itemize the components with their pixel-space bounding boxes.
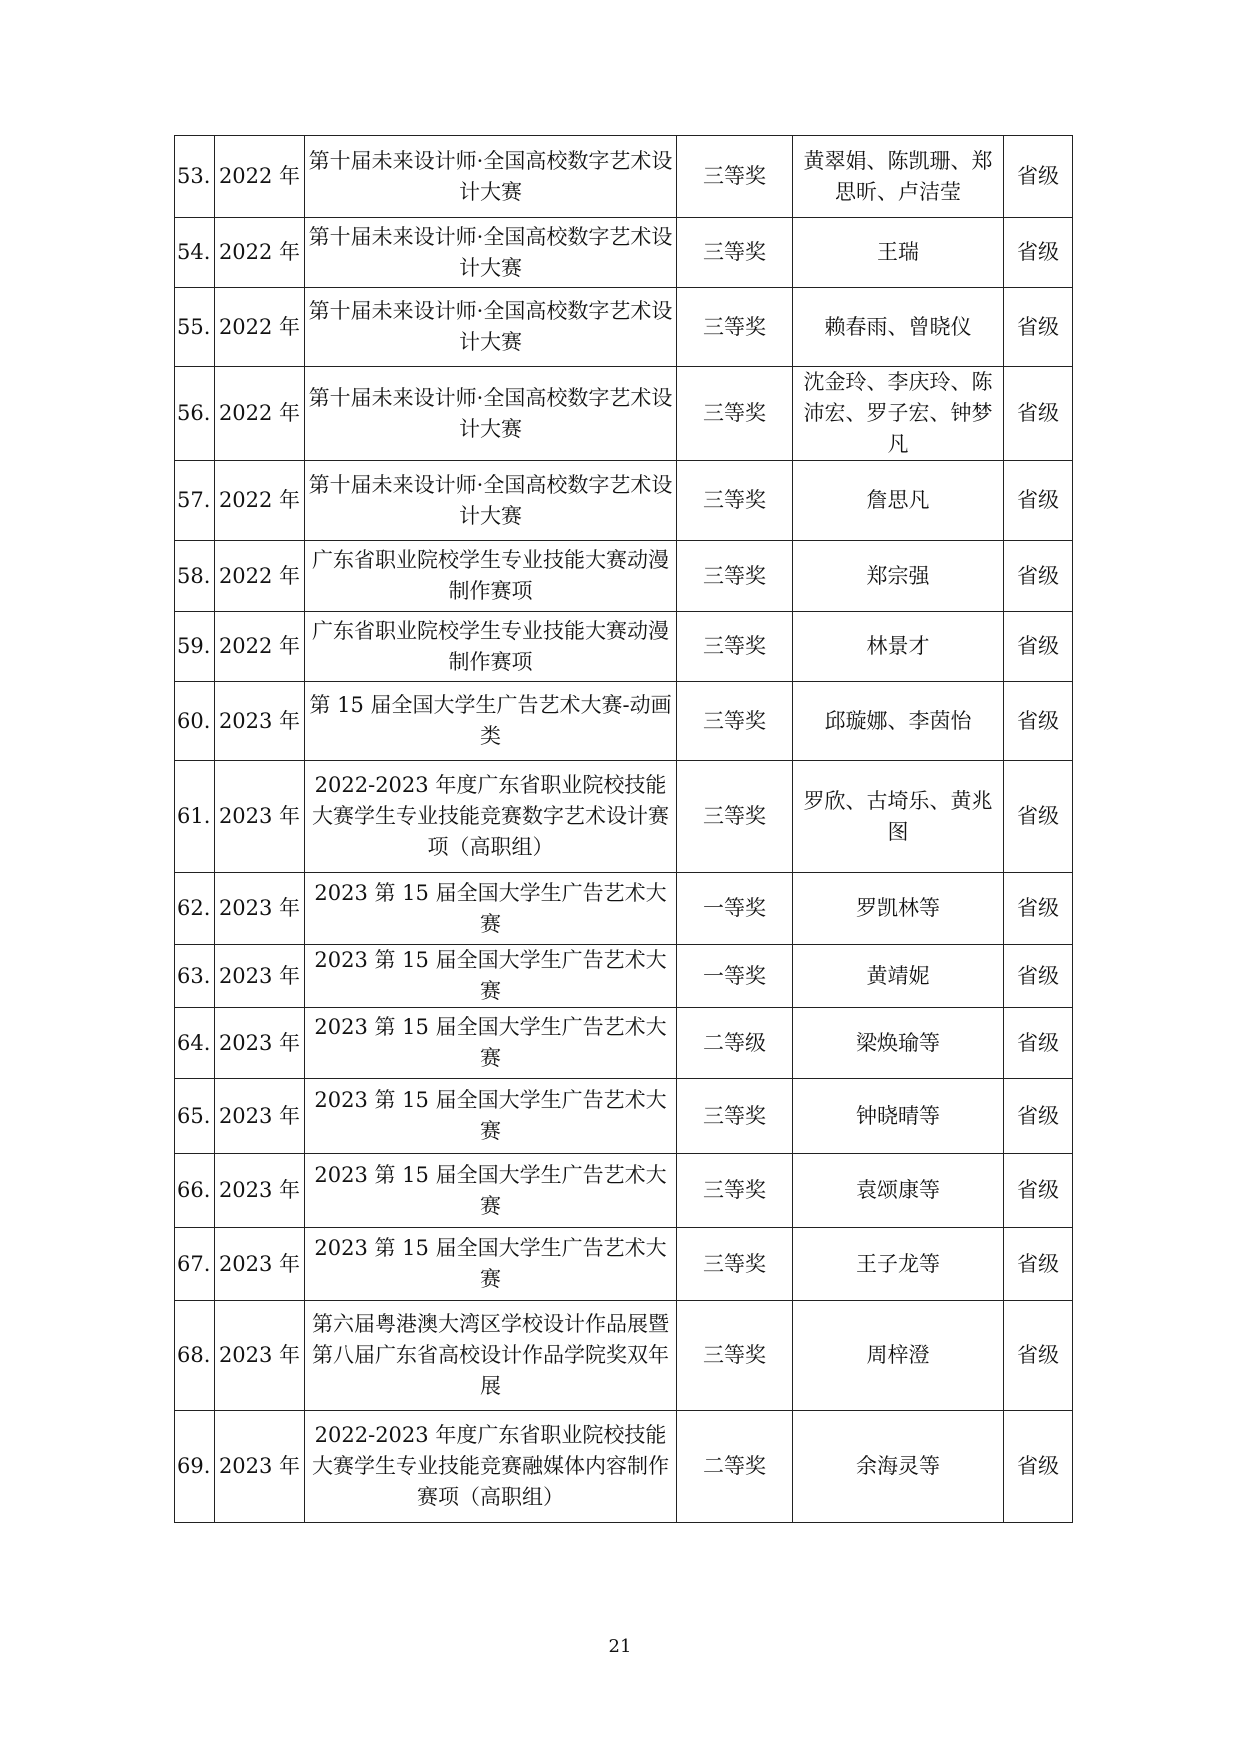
row-year: 2022 年 — [215, 541, 305, 612]
row-year: 2022 年 — [215, 136, 305, 218]
row-competition: 广东省职业院校学生专业技能大赛动漫制作赛项 — [305, 541, 677, 612]
row-winners: 王瑞 — [793, 218, 1004, 288]
row-level: 省级 — [1004, 1008, 1073, 1079]
row-winners: 沈金玲、李庆玲、陈沛宏、罗子宏、钟梦凡 — [793, 367, 1004, 461]
table-row — [175, 541, 1073, 612]
row-level: 省级 — [1004, 1079, 1073, 1154]
row-index: 55. — [175, 288, 215, 367]
row-competition: 第十届未来设计师·全国高校数字艺术设计大赛 — [305, 461, 677, 541]
row-competition: 2023 第 15 届全国大学生广告艺术大赛 — [305, 1154, 677, 1228]
row-level: 省级 — [1004, 1228, 1073, 1301]
row-competition: 2023 第 15 届全国大学生广告艺术大赛 — [305, 1008, 677, 1079]
row-winners: 罗欣、古埼乐、黄兆图 — [793, 761, 1004, 873]
row-winners: 邱璇娜、李茵怡 — [793, 682, 1004, 761]
row-index: 56. — [175, 367, 215, 461]
row-level: 省级 — [1004, 367, 1073, 461]
row-winners: 余海灵等 — [793, 1411, 1004, 1523]
awards-table-body — [175, 136, 1073, 1523]
row-index: 68. — [175, 1301, 215, 1411]
table-row — [175, 218, 1073, 288]
table-row — [175, 1008, 1073, 1079]
row-index: 67. — [175, 1228, 215, 1301]
table-row — [175, 1411, 1073, 1523]
row-winners: 梁焕瑜等 — [793, 1008, 1004, 1079]
row-level: 省级 — [1004, 873, 1073, 945]
row-competition: 2022-2023 年度广东省职业院校技能大赛学生专业技能竞赛数字艺术设计赛项（高职组） — [305, 761, 677, 873]
row-index: 62. — [175, 873, 215, 945]
row-index: 64. — [175, 1008, 215, 1079]
row-award: 三等奖 — [677, 1154, 793, 1228]
row-winners: 周梓澄 — [793, 1301, 1004, 1411]
row-year: 2023 年 — [215, 1228, 305, 1301]
row-award: 三等奖 — [677, 612, 793, 682]
row-competition: 2023 第 15 届全国大学生广告艺术大赛 — [305, 945, 677, 1008]
page-number: 21 — [608, 1636, 632, 1657]
table-row — [175, 873, 1073, 945]
row-index: 58. — [175, 541, 215, 612]
row-winners: 王子龙等 — [793, 1228, 1004, 1301]
row-level: 省级 — [1004, 612, 1073, 682]
row-level: 省级 — [1004, 1154, 1073, 1228]
table-row — [175, 612, 1073, 682]
row-award: 三等奖 — [677, 218, 793, 288]
table-row — [175, 367, 1073, 461]
row-competition: 第十届未来设计师·全国高校数字艺术设计大赛 — [305, 136, 677, 218]
row-year: 2023 年 — [215, 873, 305, 945]
row-level: 省级 — [1004, 1411, 1073, 1523]
row-award: 三等奖 — [677, 1079, 793, 1154]
table-row — [175, 1154, 1073, 1228]
row-competition: 2023 第 15 届全国大学生广告艺术大赛 — [305, 1079, 677, 1154]
row-index: 69. — [175, 1411, 215, 1523]
row-index: 63. — [175, 945, 215, 1008]
row-award: 二等级 — [677, 1008, 793, 1079]
table-row — [175, 461, 1073, 541]
row-index: 60. — [175, 682, 215, 761]
row-award: 三等奖 — [677, 461, 793, 541]
table-row — [175, 1301, 1073, 1411]
row-year: 2023 年 — [215, 682, 305, 761]
row-level: 省级 — [1004, 461, 1073, 541]
row-winners: 袁颂康等 — [793, 1154, 1004, 1228]
row-year: 2022 年 — [215, 461, 305, 541]
row-index: 65. — [175, 1079, 215, 1154]
row-year: 2023 年 — [215, 761, 305, 873]
row-winners: 黄靖妮 — [793, 945, 1004, 1008]
row-year: 2023 年 — [215, 945, 305, 1008]
row-competition: 第十届未来设计师·全国高校数字艺术设计大赛 — [305, 288, 677, 367]
row-level: 省级 — [1004, 136, 1073, 218]
row-award: 三等奖 — [677, 367, 793, 461]
table-row — [175, 945, 1073, 1008]
awards-table — [174, 135, 1073, 1523]
row-competition: 2023 第 15 届全国大学生广告艺术大赛 — [305, 1228, 677, 1301]
row-award: 三等奖 — [677, 761, 793, 873]
row-index: 66. — [175, 1154, 215, 1228]
row-award: 三等奖 — [677, 682, 793, 761]
table-row — [175, 761, 1073, 873]
row-award: 二等奖 — [677, 1411, 793, 1523]
row-index: 59. — [175, 612, 215, 682]
row-competition: 广东省职业院校学生专业技能大赛动漫制作赛项 — [305, 612, 677, 682]
row-competition: 第十届未来设计师·全国高校数字艺术设计大赛 — [305, 218, 677, 288]
row-index: 61. — [175, 761, 215, 873]
row-index: 57. — [175, 461, 215, 541]
row-award: 三等奖 — [677, 541, 793, 612]
row-winners: 黄翠娟、陈凯珊、郑思昕、卢洁莹 — [793, 136, 1004, 218]
row-year: 2022 年 — [215, 367, 305, 461]
row-winners: 赖春雨、曾晓仪 — [793, 288, 1004, 367]
table-row — [175, 1228, 1073, 1301]
row-level: 省级 — [1004, 541, 1073, 612]
row-year: 2022 年 — [215, 288, 305, 367]
row-competition: 第十届未来设计师·全国高校数字艺术设计大赛 — [305, 367, 677, 461]
table-row — [175, 288, 1073, 367]
row-level: 省级 — [1004, 288, 1073, 367]
row-year: 2022 年 — [215, 612, 305, 682]
row-award: 三等奖 — [677, 136, 793, 218]
row-index: 54. — [175, 218, 215, 288]
row-level: 省级 — [1004, 1301, 1073, 1411]
row-competition: 2022-2023 年度广东省职业院校技能大赛学生专业技能竞赛融媒体内容制作赛项（高职组） — [305, 1411, 677, 1523]
row-award: 一等奖 — [677, 945, 793, 1008]
row-competition: 第 15 届全国大学生广告艺术大赛-动画类 — [305, 682, 677, 761]
row-award: 三等奖 — [677, 1301, 793, 1411]
row-winners: 钟晓晴等 — [793, 1079, 1004, 1154]
row-level: 省级 — [1004, 945, 1073, 1008]
row-award: 三等奖 — [677, 1228, 793, 1301]
row-year: 2023 年 — [215, 1411, 305, 1523]
row-award: 一等奖 — [677, 873, 793, 945]
table-row — [175, 1079, 1073, 1154]
row-winners: 林景才 — [793, 612, 1004, 682]
row-award: 三等奖 — [677, 288, 793, 367]
row-index: 53. — [175, 136, 215, 218]
row-year: 2022 年 — [215, 218, 305, 288]
row-year: 2023 年 — [215, 1154, 305, 1228]
row-competition: 第六届粤港澳大湾区学校设计作品展暨第八届广东省高校设计作品学院奖双年展 — [305, 1301, 677, 1411]
table-row — [175, 682, 1073, 761]
row-competition: 2023 第 15 届全国大学生广告艺术大赛 — [305, 873, 677, 945]
row-winners: 罗凯林等 — [793, 873, 1004, 945]
row-level: 省级 — [1004, 218, 1073, 288]
row-level: 省级 — [1004, 761, 1073, 873]
row-year: 2023 年 — [215, 1301, 305, 1411]
row-level: 省级 — [1004, 682, 1073, 761]
table-row — [175, 136, 1073, 218]
row-year: 2023 年 — [215, 1079, 305, 1154]
row-winners: 郑宗强 — [793, 541, 1004, 612]
row-year: 2023 年 — [215, 1008, 305, 1079]
row-winners: 詹思凡 — [793, 461, 1004, 541]
